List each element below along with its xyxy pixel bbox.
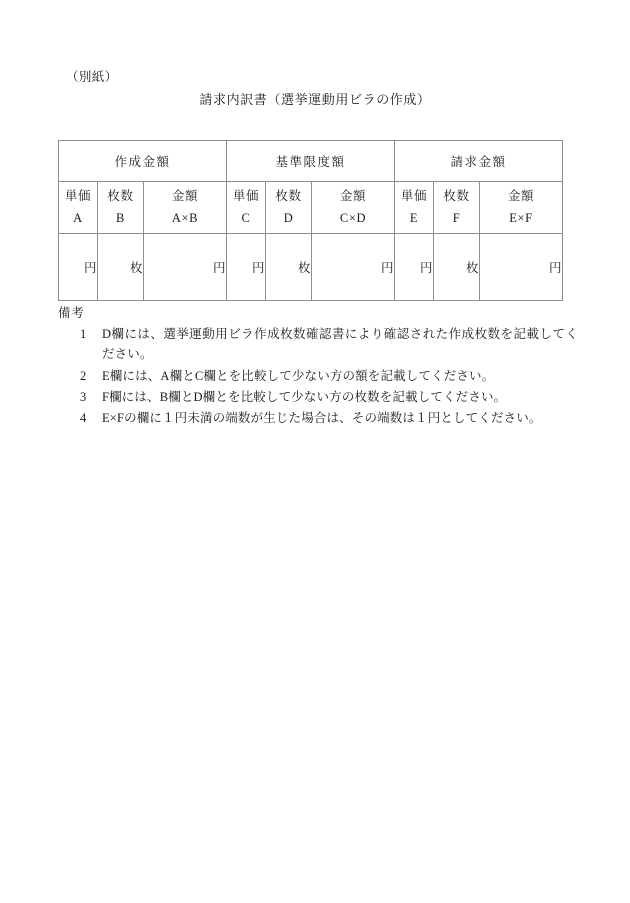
sub-header-code: E <box>409 210 419 225</box>
sub-header-count-f <box>434 182 480 234</box>
value-cell-count-f[interactable]: 枚 <box>434 234 480 301</box>
value-cell-amount-exf[interactable]: 円 <box>480 234 563 301</box>
sub-header-code: C <box>241 210 251 225</box>
table-row <box>59 234 563 301</box>
note-text: E×Fの欄に１円未満の端数が生じた場合は、その端数は１円としてください。 <box>102 411 542 425</box>
value-cell-amount-axb[interactable]: 円 <box>144 234 227 301</box>
note-number: 1 <box>80 327 87 341</box>
note-text: F欄には、B欄とD欄とを比較して少ない方の枚数を記載してください。 <box>102 389 507 404</box>
sub-header-code: C×D <box>339 210 367 225</box>
sub-header-label: 単価 <box>400 188 428 203</box>
note-number: 3 <box>80 389 87 404</box>
attachment-label: （別紙） <box>66 70 118 84</box>
note-item <box>58 408 578 428</box>
note-number: 4 <box>80 411 87 425</box>
sub-header-label: 枚数 <box>275 188 302 203</box>
sub-header-code: F <box>452 210 461 225</box>
sub-header-unit-price-a <box>59 182 98 234</box>
group-header-claim-amount: 請求金額 <box>395 141 563 182</box>
sub-header-amount-axb <box>144 182 227 234</box>
table-group-header-row <box>59 141 563 182</box>
sub-header-label: 枚数 <box>107 188 134 203</box>
sub-header-label: 枚数 <box>443 188 470 203</box>
sub-header-amount-exf <box>480 182 563 234</box>
sub-header-code: A <box>73 210 83 225</box>
sub-header-code: D <box>283 210 294 225</box>
page-title: 請求内訳書（選挙運動用ビラの作成） <box>199 92 431 107</box>
sub-header-code: B <box>116 210 125 225</box>
value-cell-amount-cxd[interactable]: 円 <box>312 234 395 301</box>
sub-header-label: 金額 <box>171 188 199 203</box>
sub-header-count-b <box>98 182 144 234</box>
sub-header-label: 金額 <box>507 188 535 203</box>
table-sub-header-row <box>59 182 563 234</box>
note-text: E欄には、A欄とC欄とを比較して少ない方の額を記載してください。 <box>102 368 495 383</box>
sub-header-amount-cxd <box>312 182 395 234</box>
sub-header-label: 単価 <box>64 188 92 203</box>
group-header-creation-amount: 作成金額 <box>59 141 227 182</box>
sub-header-label: 金額 <box>339 188 367 203</box>
sub-header-count-d <box>266 182 312 234</box>
sub-header-unit-price-e <box>395 182 434 234</box>
billing-breakdown-table <box>58 140 563 301</box>
group-header-standard-limit: 基準限度額 <box>227 141 395 182</box>
sub-header-code: A×B <box>171 210 199 225</box>
note-item <box>58 366 578 386</box>
value-cell-count-d[interactable]: 枚 <box>266 234 312 301</box>
value-cell-unit-price-e[interactable]: 円 <box>395 234 434 301</box>
notes-heading: 備考 <box>58 306 85 320</box>
note-item <box>58 324 578 365</box>
notes-section <box>58 303 578 429</box>
value-cell-unit-price-a[interactable]: 円 <box>59 234 98 301</box>
value-cell-count-b[interactable]: 枚 <box>98 234 144 301</box>
note-text: D欄には、選挙運動用ビラ作成枚数確認書により確認された作成枚数を記載してください。 <box>102 327 578 362</box>
note-number: 2 <box>80 368 87 383</box>
sub-header-code: E×F <box>509 210 533 225</box>
value-cell-unit-price-c[interactable]: 円 <box>227 234 266 301</box>
note-item <box>58 387 578 407</box>
sub-header-label: 単価 <box>232 188 260 203</box>
sub-header-unit-price-c <box>227 182 266 234</box>
